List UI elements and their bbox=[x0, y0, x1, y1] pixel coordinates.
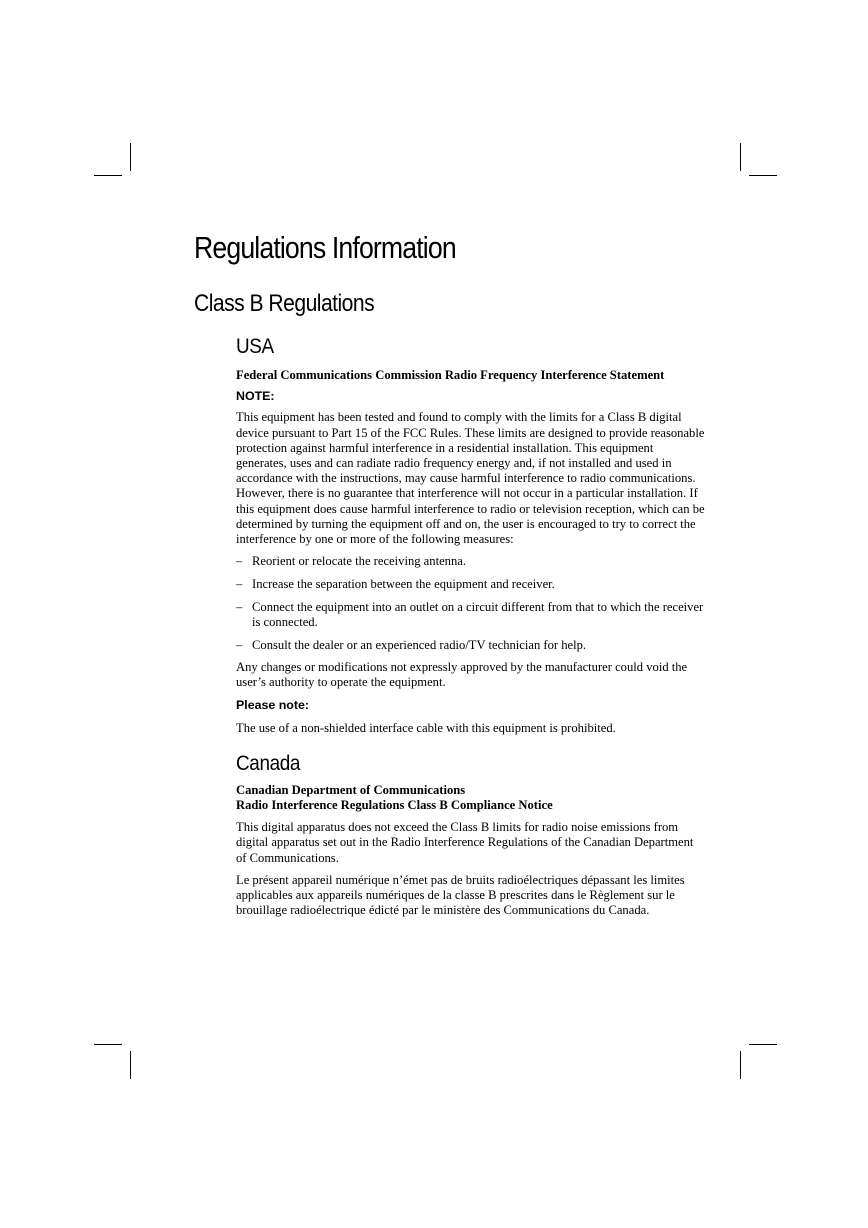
changes-text: Any changes or modifications not expressly approved by the manufacturer could void the user’s authority to operate the equipment. bbox=[236, 660, 688, 690]
crop-mark-top-right-vertical bbox=[740, 143, 741, 171]
list-item bbox=[236, 600, 706, 630]
page-title: Regulations Information bbox=[194, 230, 456, 265]
list-item bbox=[236, 638, 706, 653]
usa-heading: USA bbox=[236, 335, 274, 358]
measure-text: Connect the equipment into an outlet on a circuit different from that to which the receiver is connected. bbox=[252, 599, 704, 630]
crop-mark-bottom-left-vertical bbox=[130, 1051, 131, 1079]
crop-mark-bottom-left-horizontal bbox=[94, 1044, 122, 1045]
canada-french-text: Le présent appareil numérique n’émet pas de bruits radioélectriques dépassant les limites applicables aux appareils numériques de la classe B prescrites dans le Règlement sur le brouillage radioélectrique édicté par le ministère des Communications du Canada. bbox=[236, 872, 685, 918]
regulations-content bbox=[236, 334, 706, 918]
fcc-statement-title: Federal Communications Commission Radio Frequency Interference Statement bbox=[236, 368, 665, 382]
dash-marker: – bbox=[236, 599, 243, 614]
measures-list bbox=[236, 554, 706, 653]
crop-mark-top-right-horizontal bbox=[749, 175, 777, 176]
list-item bbox=[236, 554, 706, 569]
crop-mark-bottom-right-vertical bbox=[740, 1051, 741, 1079]
canada-dept-line1: Canadian Department of Communications bbox=[236, 782, 466, 797]
crop-mark-bottom-right-horizontal bbox=[749, 1044, 777, 1045]
dash-marker: – bbox=[236, 637, 243, 652]
measure-text: Consult the dealer or an experienced radio/TV technician for help. bbox=[252, 637, 587, 652]
canada-heading: Canada bbox=[236, 751, 301, 775]
fcc-body-text: This equipment has been tested and found to comply with the limits for a Class B digital device pursuant to Part 15 of the FCC Rules. These limits are designed to provide reasonable protection against harmful interference in a residential installation. This equipment generates, uses and can radiate radio frequency energy and, if not installed and used in accordance with the instructions, may cause harmful interference to radio communications. However, there is no guarantee that interference will not occur in a particular installation. If this equipment does cause harmful interference to radio or television reception, which can be determined by turning the equipment off and on, the user is encouraged to try to correct the interference by one or more of the following measures: bbox=[236, 410, 705, 547]
canada-english-text: This digital apparatus does not exceed the Class B limits for radio noise emissions from digital apparatus set out in the Radio Interference Regulations of the Canadian Department of Communications. bbox=[236, 820, 694, 865]
please-note-label: Please note: bbox=[236, 698, 309, 713]
canada-dept-line2: Radio Interference Regulations Class B Compliance Notice bbox=[236, 798, 553, 813]
cable-text: The use of a non-shielded interface cable with this equipment is prohibited. bbox=[236, 720, 616, 735]
crop-mark-top-left-horizontal bbox=[94, 175, 122, 176]
note-label: NOTE: bbox=[236, 389, 275, 404]
measure-text: Increase the separation between the equipment and receiver. bbox=[252, 577, 555, 592]
dash-marker: – bbox=[236, 554, 243, 569]
measure-text: Reorient or relocate the receiving antenna. bbox=[252, 554, 466, 569]
section-title: Class B Regulations bbox=[194, 290, 375, 317]
crop-mark-top-left-vertical bbox=[130, 143, 131, 171]
dash-marker: – bbox=[236, 577, 243, 592]
list-item bbox=[236, 577, 706, 592]
